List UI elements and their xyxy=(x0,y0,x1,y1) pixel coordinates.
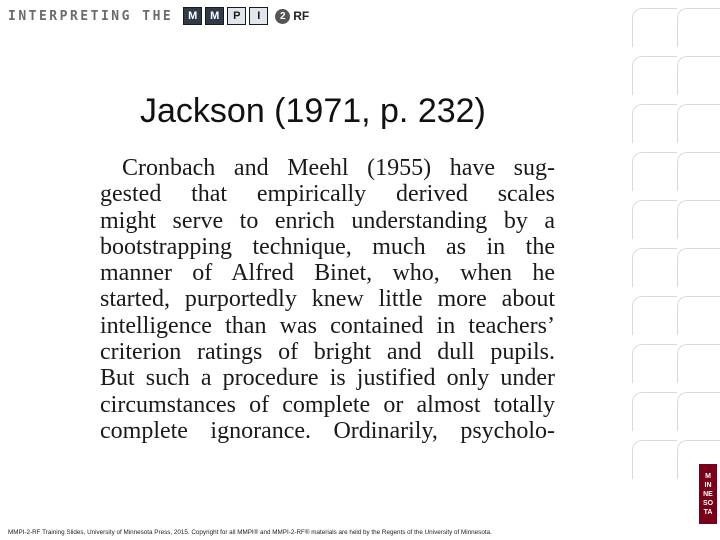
quote-line: intelligence than was contained in teachers’ xyxy=(100,312,555,339)
logo-suffix: RF xyxy=(293,9,310,23)
grid-cell xyxy=(632,296,677,335)
decorative-grid xyxy=(630,0,720,480)
grid-cell xyxy=(677,392,720,431)
grid-cell xyxy=(677,104,720,143)
quote-line: gested that empirically derived scales xyxy=(100,181,555,208)
quote-line: complete ignorance. Ordinarily, psycholo- xyxy=(100,417,555,444)
grid-cell xyxy=(632,152,677,191)
quote-line: started, purportedly knew little more about xyxy=(100,286,555,313)
quote-line: But such a procedure is justified only under xyxy=(100,365,555,392)
quote-text-block xyxy=(100,155,555,444)
grid-cell xyxy=(677,152,720,191)
logo-text: TA xyxy=(703,508,713,516)
logo-letter-m2: M xyxy=(205,7,224,25)
logo-number-badge: 2 xyxy=(275,9,290,24)
grid-cell xyxy=(632,248,677,287)
university-logo xyxy=(699,464,717,524)
grid-cell xyxy=(677,296,720,335)
quote-line: Cronbach and Meehl (1955) have sug- xyxy=(122,155,555,181)
quote-line: manner of Alfred Binet, who, when he xyxy=(100,260,555,287)
logo-text: SO xyxy=(702,499,714,507)
logo-text: NE xyxy=(703,490,713,498)
grid-cell xyxy=(632,344,677,383)
logo-letter-p: P xyxy=(227,7,246,25)
header-brand xyxy=(8,6,309,26)
grid-cell xyxy=(632,8,677,47)
grid-cell xyxy=(677,56,720,95)
slide-title: Jackson (1971, p. 232) xyxy=(140,92,486,130)
grid-cell xyxy=(632,200,677,239)
grid-cell xyxy=(632,56,677,95)
grid-cell xyxy=(677,200,720,239)
grid-cell xyxy=(632,104,677,143)
grid-cell xyxy=(677,8,720,47)
grid-cell xyxy=(632,392,677,431)
quote-line: might serve to enrich understanding by a xyxy=(100,207,555,234)
brand-text: INTERPRETING THE xyxy=(8,8,174,24)
logo-text: IN xyxy=(704,481,712,489)
quote-line: criterion ratings of bright and dull pupils. xyxy=(100,339,555,366)
logo-text: M xyxy=(705,472,711,480)
quote-line: bootstrapping technique, much as in the xyxy=(100,233,555,260)
quote-line: circumstances of complete or almost totally xyxy=(100,391,555,418)
logo-letter-m1: M xyxy=(183,7,202,25)
grid-cell xyxy=(677,248,720,287)
grid-cell xyxy=(632,440,677,479)
logo-letter-i: I xyxy=(249,7,268,25)
footer-copyright: MMPI-2-RF Training Slides, University of Minnesota Press, 2015. Copyright for all MMPI® and MMPI-2-RF® materials are held by the Regents of the University of Minnesota. xyxy=(8,529,492,536)
grid-cell xyxy=(677,344,720,383)
